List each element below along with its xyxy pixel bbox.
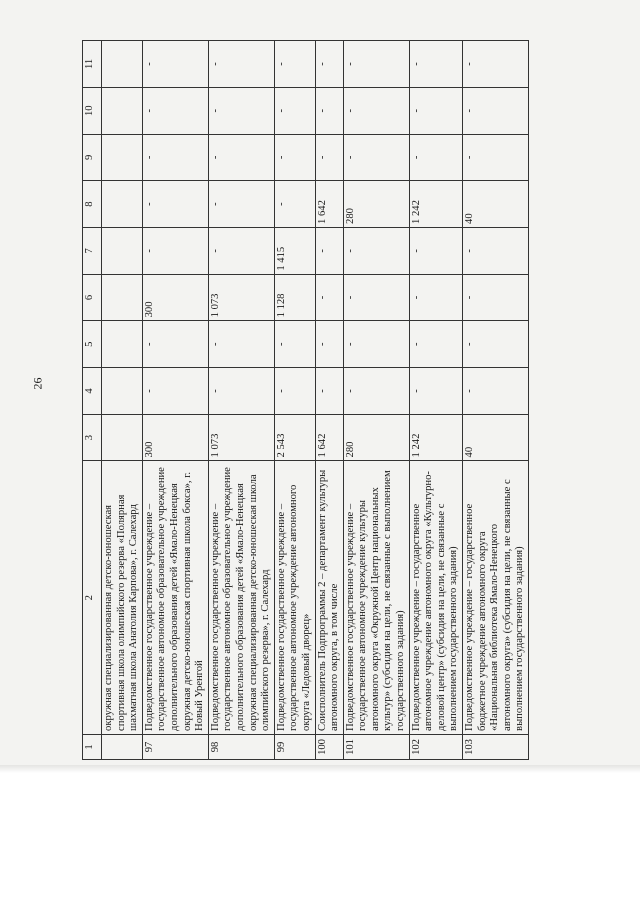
- value-cell: -: [208, 368, 274, 415]
- institution-name: Соисполнитель Подпрограммы 2 – департамент культуры автономного округа, в том числе: [315, 461, 343, 734]
- value-cell: -: [274, 368, 315, 415]
- table-row: [274, 41, 315, 760]
- value-cell: [102, 41, 143, 88]
- value-cell: -: [315, 274, 343, 321]
- value-cell: [102, 321, 143, 368]
- header-cell: 5: [83, 321, 102, 368]
- institution-name: Подведомственное государственное учреждение – государственное автономное образовательное учреждение дополнительного образования детей «Ямало-Ненецкая окружная специализированная детско-юношеская школа олимпийского резерва», г. Салехард: [208, 461, 274, 734]
- table-body: [102, 41, 529, 760]
- value-cell: -: [343, 41, 409, 88]
- row-number: [102, 734, 143, 759]
- value-cell: [102, 368, 143, 415]
- value-cell: 1 128: [274, 274, 315, 321]
- table-area: [82, 40, 640, 760]
- header-cell: 11: [83, 41, 102, 88]
- value-cell: -: [208, 321, 274, 368]
- page-number: 26: [30, 377, 45, 390]
- table-row: [315, 41, 343, 760]
- header-row: [83, 41, 102, 760]
- header-cell: 2: [83, 461, 102, 734]
- table-row: [102, 41, 143, 760]
- value-cell: -: [142, 321, 208, 368]
- value-cell: 280: [343, 181, 409, 228]
- budget-table: [82, 40, 529, 760]
- header-cell: 9: [83, 134, 102, 181]
- value-cell: 1 073: [208, 274, 274, 321]
- row-number: 102: [409, 734, 462, 759]
- value-cell: -: [208, 134, 274, 181]
- table-row: [409, 41, 462, 760]
- row-number: 103: [463, 734, 529, 759]
- value-cell: -: [463, 41, 529, 88]
- row-number: 97: [142, 734, 208, 759]
- value-cell: -: [343, 134, 409, 181]
- value-cell: -: [274, 134, 315, 181]
- value-cell: -: [463, 87, 529, 134]
- value-cell: -: [142, 41, 208, 88]
- header-cell: 10: [83, 87, 102, 134]
- value-cell: [102, 414, 143, 461]
- scan-edge: [0, 765, 640, 773]
- value-cell: -: [142, 227, 208, 274]
- value-cell: -: [315, 227, 343, 274]
- row-number: 101: [343, 734, 409, 759]
- value-cell: [102, 227, 143, 274]
- value-cell: 1 642: [315, 414, 343, 461]
- institution-name: Подведомственное государственное учреждение – государственное автономное образовательное учреждение дополнительного образования детей «Ямало-Ненецкая окружная детско-юношеская спортивная школа бокса», г. Новый Уренгой: [142, 461, 208, 734]
- value-cell: -: [315, 134, 343, 181]
- value-cell: -: [409, 41, 462, 88]
- institution-name: Подведомственное государственное учреждение – государственное автономное учреждение автономного округа «Ледовый дворец»: [274, 461, 315, 734]
- table-row: [208, 41, 274, 760]
- value-cell: 1 242: [409, 181, 462, 228]
- value-cell: -: [142, 368, 208, 415]
- institution-name: Подведомственное учреждение – государственное автономное учреждение автономного округа «Культурно-деловой центр» (субсидия на цели, не связанные с выполнением государственного задания): [409, 461, 462, 734]
- row-number: 100: [315, 734, 343, 759]
- value-cell: -: [343, 321, 409, 368]
- value-cell: -: [463, 274, 529, 321]
- value-cell: -: [343, 274, 409, 321]
- value-cell: -: [409, 274, 462, 321]
- value-cell: -: [208, 227, 274, 274]
- header-cell: 6: [83, 274, 102, 321]
- header-cell: 4: [83, 368, 102, 415]
- value-cell: 280: [343, 414, 409, 461]
- value-cell: -: [142, 87, 208, 134]
- value-cell: 300: [142, 274, 208, 321]
- value-cell: -: [274, 321, 315, 368]
- value-cell: -: [315, 41, 343, 88]
- value-cell: -: [409, 134, 462, 181]
- value-cell: -: [274, 87, 315, 134]
- institution-name: окружная специализированная детско-юношеская спортивная школа олимпийского резерва «Полярная шахматная школа Анатолия Карпова», г. Салехард: [102, 461, 143, 734]
- table-row: [463, 41, 529, 760]
- value-cell: 2 543: [274, 414, 315, 461]
- table-row: [343, 41, 409, 760]
- value-cell: 1 242: [409, 414, 462, 461]
- institution-name: Подведомственное государственное учреждение – государственное автономное учреждение культуры автономного округа «Окружной Центр национальных культур» (субсидия на цели, не связанные с выполнением государственного задания): [343, 461, 409, 734]
- value-cell: -: [208, 41, 274, 88]
- value-cell: -: [343, 87, 409, 134]
- value-cell: -: [142, 134, 208, 181]
- header-cell: 1: [83, 734, 102, 759]
- header-cell: 7: [83, 227, 102, 274]
- value-cell: -: [315, 87, 343, 134]
- header-cell: 3: [83, 414, 102, 461]
- header-cell: 8: [83, 181, 102, 228]
- value-cell: [102, 134, 143, 181]
- table-row: [142, 41, 208, 760]
- value-cell: -: [409, 368, 462, 415]
- rotated-table-container: [82, 40, 572, 760]
- value-cell: -: [463, 321, 529, 368]
- value-cell: -: [142, 181, 208, 228]
- row-number: 98: [208, 734, 274, 759]
- value-cell: -: [315, 321, 343, 368]
- value-cell: 300: [142, 414, 208, 461]
- value-cell: 1 642: [315, 181, 343, 228]
- value-cell: [102, 274, 143, 321]
- row-number: 99: [274, 734, 315, 759]
- value-cell: -: [463, 227, 529, 274]
- value-cell: [102, 87, 143, 134]
- value-cell: -: [274, 41, 315, 88]
- institution-name: Подведомственное учреждение – государственное бюджетное учреждение автономного округа «Национальная библиотека Ямало-Ненецкого автономного округа» (субсидия на цели, не связанные с выполнением государственного задания): [463, 461, 529, 734]
- value-cell: -: [409, 321, 462, 368]
- value-cell: 1 073: [208, 414, 274, 461]
- value-cell: -: [409, 227, 462, 274]
- value-cell: [102, 181, 143, 228]
- value-cell: -: [409, 87, 462, 134]
- value-cell: 40: [463, 181, 529, 228]
- value-cell: -: [343, 368, 409, 415]
- value-cell: 40: [463, 414, 529, 461]
- value-cell: -: [315, 368, 343, 415]
- value-cell: -: [343, 227, 409, 274]
- value-cell: -: [208, 87, 274, 134]
- value-cell: 1 415: [274, 227, 315, 274]
- value-cell: -: [274, 181, 315, 228]
- value-cell: -: [463, 368, 529, 415]
- value-cell: -: [208, 181, 274, 228]
- value-cell: -: [463, 134, 529, 181]
